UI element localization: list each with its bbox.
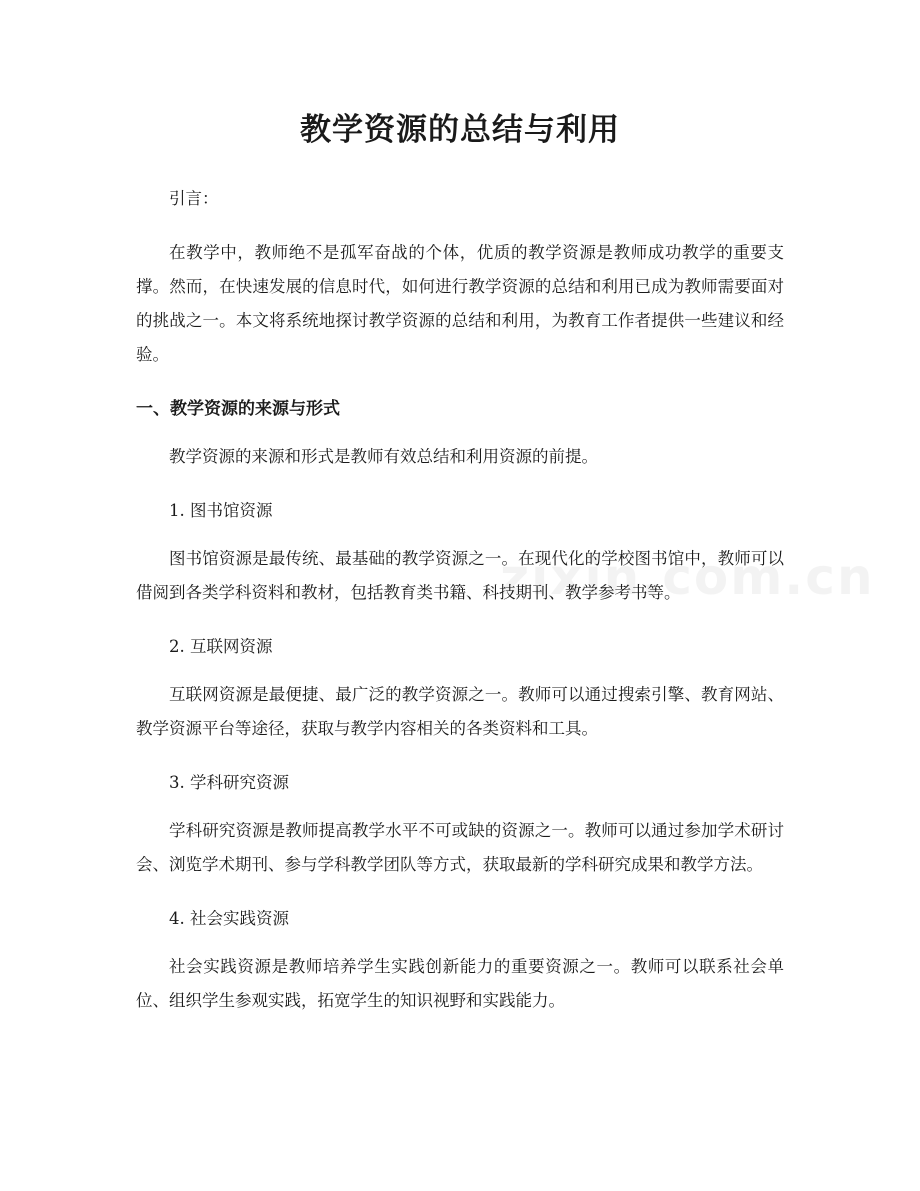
item-label-research: 3. 学科研究资源 <box>169 773 289 792</box>
item-text-research: 学科研究资源是教师提高教学水平不可或缺的资源之一。教师可以通过参加学术研讨会、浏览学术期刊、参与学科教学团队等方式，获取最新的学科研究成果和教学方法。 <box>136 821 784 874</box>
item-label-internet: 2. 互联网资源 <box>169 637 273 656</box>
item-text-library: 图书馆资源是最传统、最基础的教学资源之一。在现代化的学校图书馆中，教师可以借阅到各类学科资料和教材，包括教育类书籍、科技期刊、教学参考书等。 <box>136 549 784 602</box>
item-label-social-practice: 4. 社会实践资源 <box>169 909 289 928</box>
section-heading: 一、教学资源的来源与形式 <box>136 399 340 419</box>
item-label-library: 1. 图书馆资源 <box>169 501 273 520</box>
document-body <box>136 182 784 1038</box>
intro-label: 引言： <box>169 189 219 208</box>
document-title: 教学资源的总结与利用 <box>300 112 620 148</box>
intro-paragraph: 在教学中，教师绝不是孤军奋战的个体，优质的教学资源是教师成功教学的重要支撑。然而，在快速发展的信息时代，如何进行教学资源的总结和利用已成为教师需要面对的挑战之一。本文将系统地探讨教学资源的总结和利用，为教育工作者提供一些建议和经验。 <box>136 243 784 364</box>
section-lead-paragraph: 教学资源的来源和形式是教师有效总结和利用资源的前提。 <box>169 447 598 466</box>
item-text-social-practice: 社会实践资源是教师培养学生实践创新能力的重要资源之一。教师可以联系社会单位、组织学生参观实践，拓宽学生的知识视野和实践能力。 <box>136 957 784 1010</box>
item-text-internet: 互联网资源是最便捷、最广泛的教学资源之一。教师可以通过搜索引擎、教育网站、教学资源平台等途径，获取与教学内容相关的各类资料和工具。 <box>136 685 784 738</box>
